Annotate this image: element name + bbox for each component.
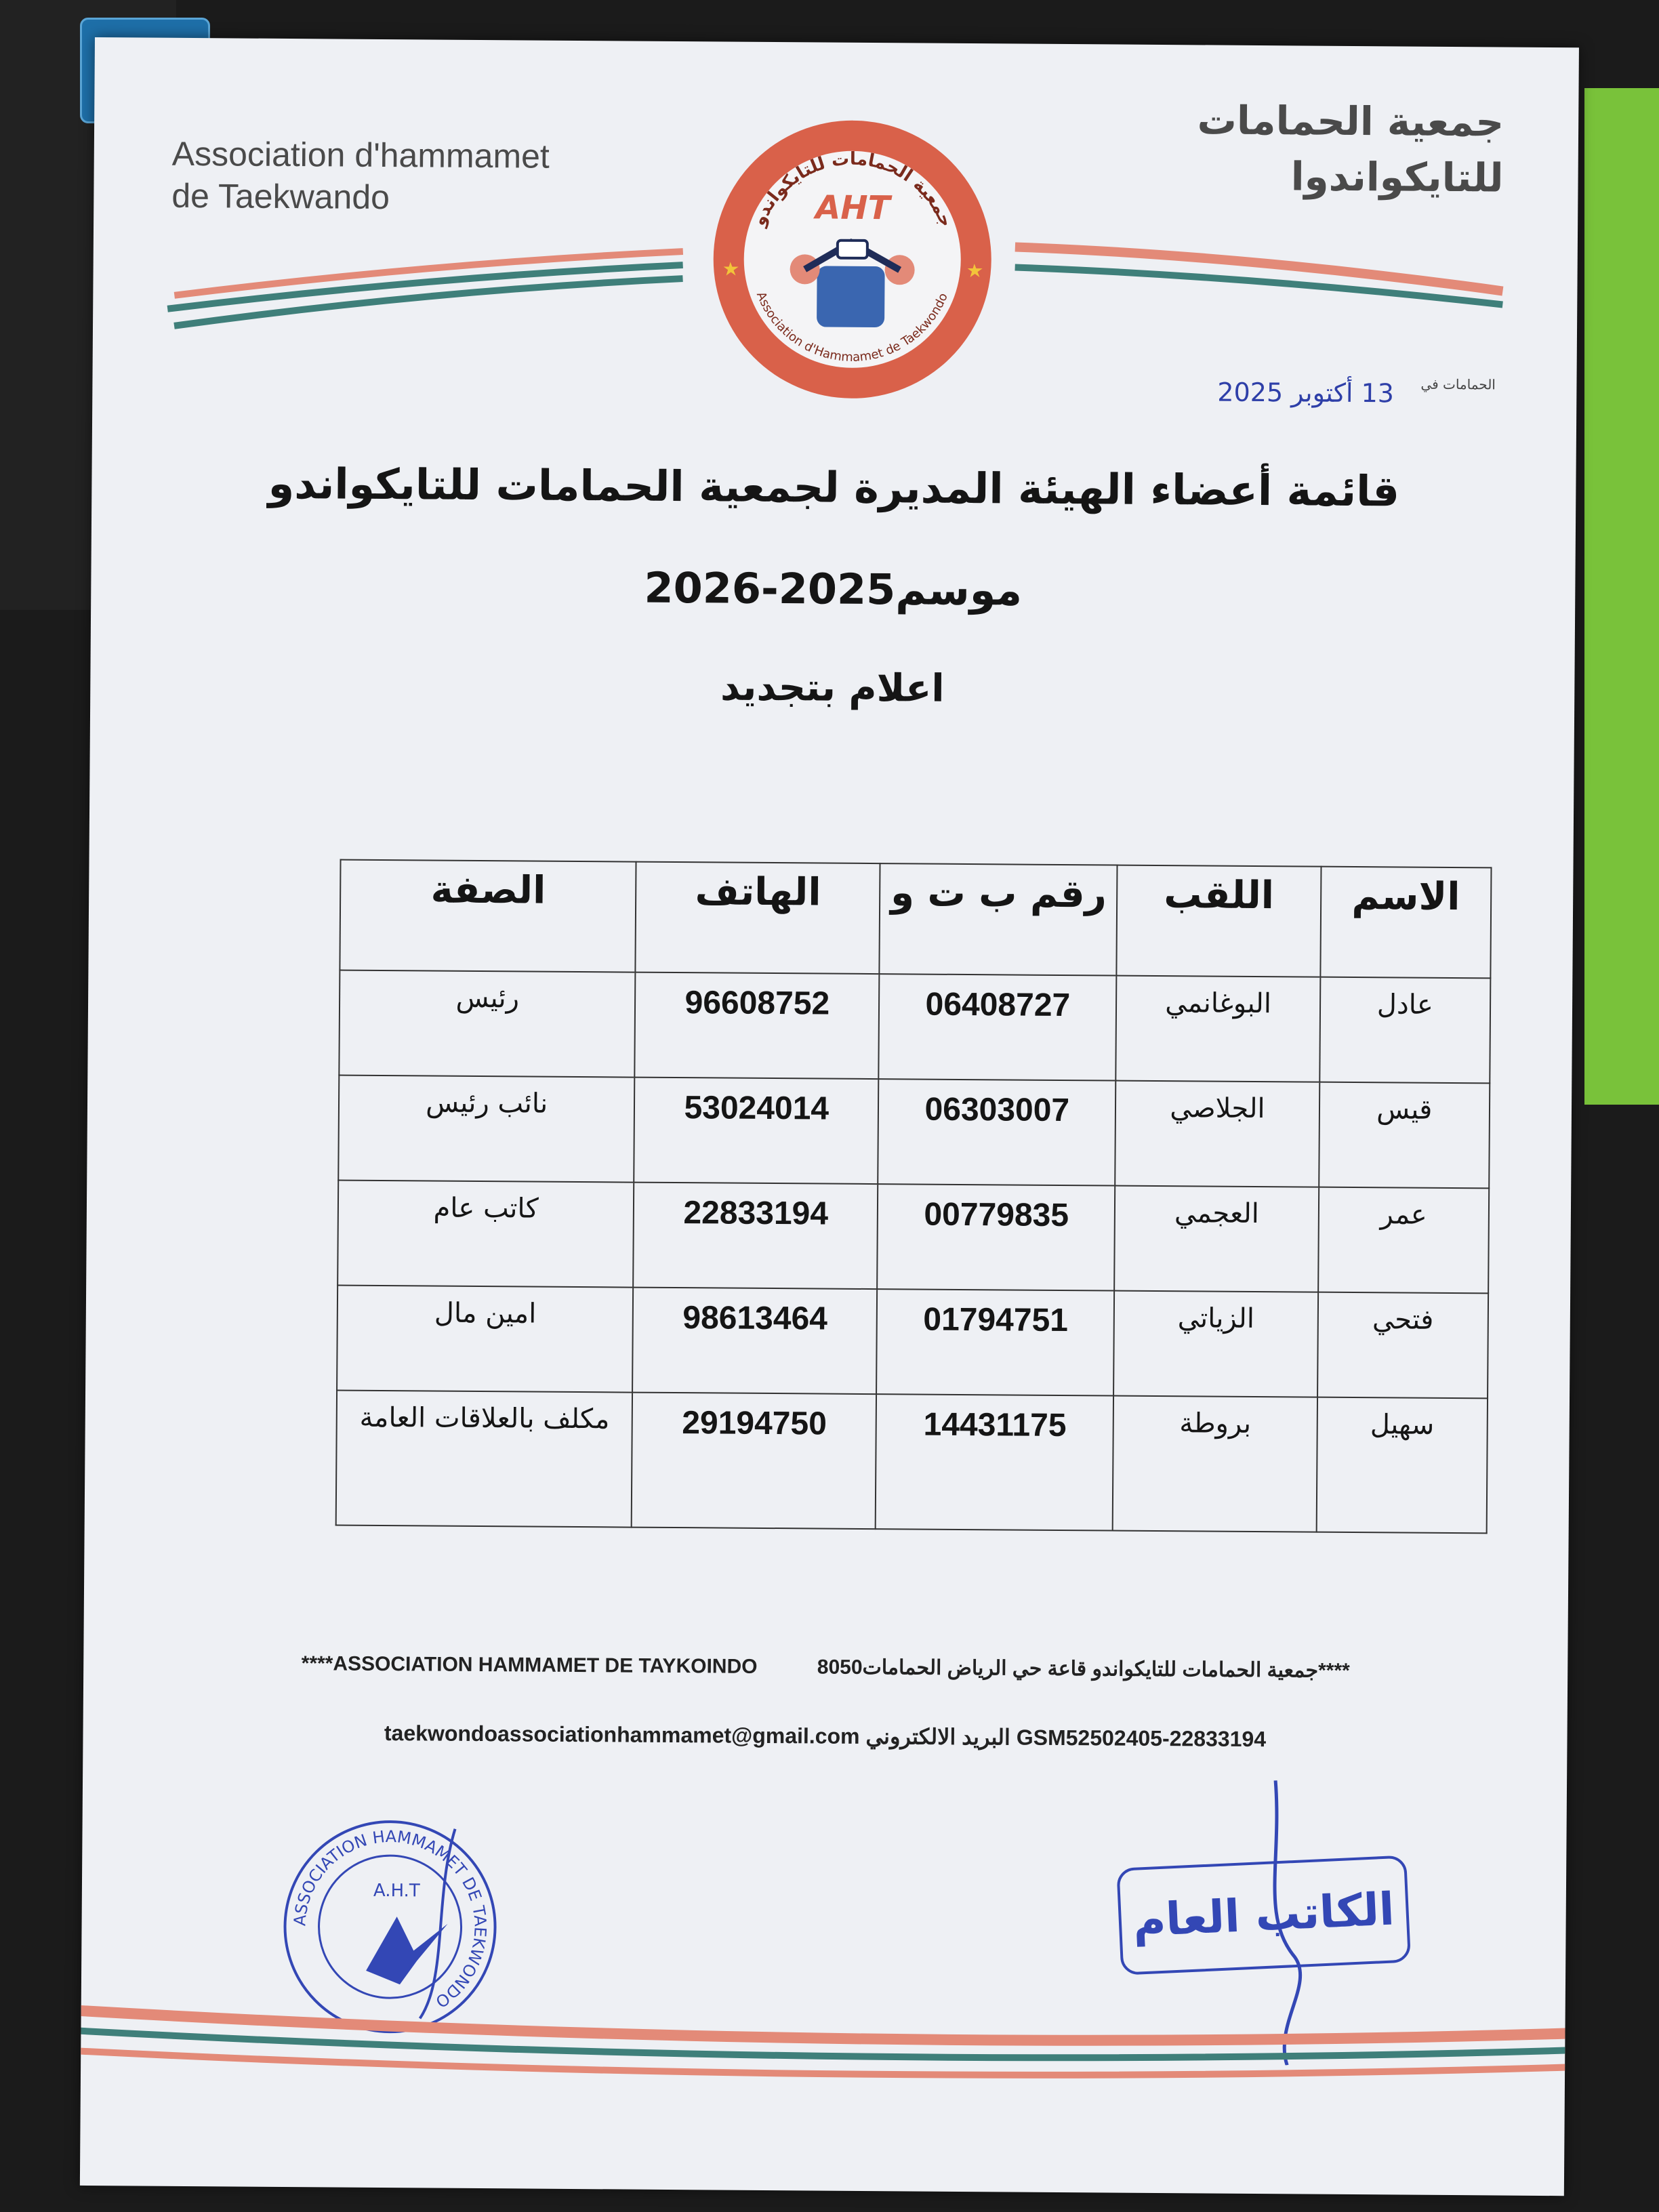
cell-role: نائب رئيس xyxy=(338,1076,634,1183)
cell-phone: 96608752 xyxy=(635,972,880,1080)
cell-first-name: عمر xyxy=(1318,1187,1490,1294)
cell-first-name: عادل xyxy=(1319,977,1491,1084)
header-french xyxy=(171,133,550,220)
header-fr-line1: Association d'hammamet xyxy=(171,134,550,176)
date-prefix: الحمامات في xyxy=(1420,375,1496,393)
footer-contact: taekwondoassociationhammamet@gmail.com البريد الالكتروني GSM52502405-22833194 xyxy=(384,1721,1267,1752)
header-ar-line1: جمعية الحمامات xyxy=(1197,97,1504,146)
cell-phone: 22833194 xyxy=(634,1183,878,1290)
signature-label: الكاتب العام xyxy=(1132,1883,1396,1947)
header-arabic xyxy=(1197,92,1504,205)
cell-first-name: فتحي xyxy=(1317,1292,1489,1399)
stamp-ring-text: ASSOCIATION HAMMAMET DE TAEKWONDO xyxy=(290,1827,490,2011)
cell-first-name: قيس xyxy=(1319,1082,1490,1189)
header-phone: الهاتف xyxy=(636,862,880,975)
header-last-name: اللقب xyxy=(1117,865,1321,977)
logo-aht-text: AHT xyxy=(815,188,890,228)
header-fr-line2: de Taekwando xyxy=(171,176,390,217)
cell-role: مكلف بالعلاقات العامة xyxy=(336,1391,633,1528)
cell-id-number: 01794751 xyxy=(876,1289,1114,1395)
footer-address-en: ****ASSOCIATION HAMMAMET DE TAYKOINDO xyxy=(301,1652,758,1678)
cell-phone: 53024014 xyxy=(634,1078,879,1185)
document-season: موسم2025-2026 xyxy=(644,562,1023,615)
table-header-row xyxy=(340,860,1491,979)
header-first-name: الاسم xyxy=(1320,867,1492,979)
footer-address-ar: ****جمعية الحمامات للتايكواندو قاعة حي الرياض الحمامات8050 xyxy=(817,1656,1350,1682)
cell-phone: 29194750 xyxy=(632,1393,876,1530)
cell-role: كاتب عام xyxy=(337,1181,634,1288)
cell-id-number: 06303007 xyxy=(878,1079,1115,1185)
logo-ring-text-fr: Association d'Hammamet de Taekwondo xyxy=(753,289,951,365)
document-title: قائمة أعضاء الهيئة المديرة لجمعية الحمامات للتايكواندو xyxy=(268,458,1400,516)
footer-address xyxy=(83,1650,1568,1684)
cell-id-number: 00779835 xyxy=(877,1184,1115,1290)
cell-role: رئيس xyxy=(339,970,635,1078)
cell-last-name: الجلاصي xyxy=(1115,1081,1319,1187)
cell-first-name: سهيل xyxy=(1316,1397,1488,1534)
cell-last-name: بروطة xyxy=(1113,1396,1317,1532)
footer-decoration xyxy=(81,1982,1565,2128)
document-page xyxy=(80,37,1579,2196)
members-table xyxy=(335,859,1492,1534)
header-id-number: رقم ب ت و xyxy=(880,863,1118,975)
table-row xyxy=(337,1286,1488,1399)
header-ar-line2: للتايكواندوا xyxy=(1290,153,1504,201)
stamp-center-text: A.H.T xyxy=(373,1880,420,1902)
table-row xyxy=(339,970,1490,1084)
document-date: 13 أكتوبر 2025 xyxy=(1217,377,1395,409)
green-background-object xyxy=(1584,88,1659,1105)
table-row xyxy=(338,1076,1490,1189)
document-subtitle: اعلام بتجديد xyxy=(720,665,945,711)
table-row xyxy=(336,1391,1488,1534)
club-logo xyxy=(702,109,1002,409)
cell-last-name: الزياتي xyxy=(1113,1291,1317,1397)
table-row xyxy=(337,1181,1489,1294)
cell-id-number: 06408727 xyxy=(879,974,1117,1080)
cell-id-number: 14431175 xyxy=(876,1394,1114,1530)
cell-role: امين مال xyxy=(337,1286,633,1393)
header-role: الصفة xyxy=(340,860,636,972)
logo-ring-text-ar: جمعية الحمامات للتايكواندو xyxy=(748,148,957,230)
cell-last-name: البوغانمي xyxy=(1116,976,1320,1082)
cell-phone: 98613464 xyxy=(632,1288,877,1395)
cell-last-name: العجمي xyxy=(1115,1186,1319,1292)
